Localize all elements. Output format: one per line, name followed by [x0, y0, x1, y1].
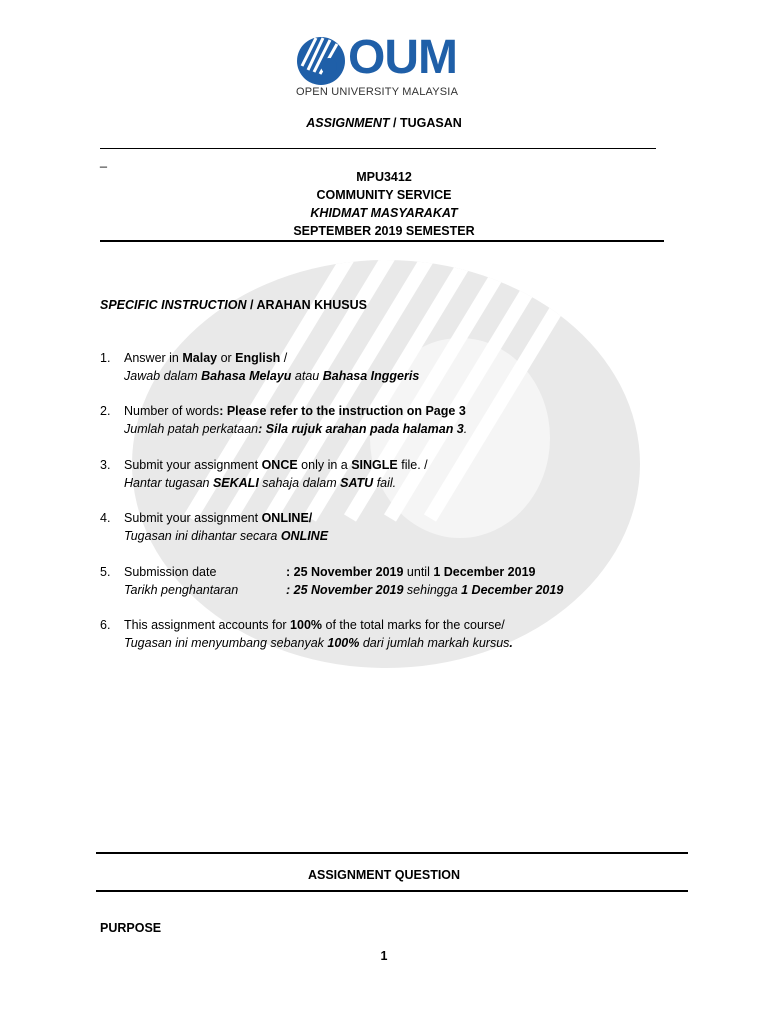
text-run: only in a [297, 458, 352, 472]
text-run: ONCE [261, 458, 298, 472]
text-run: sahaja dalam [258, 476, 341, 490]
text-run: Malay [182, 351, 218, 365]
text-run: ONLINE [280, 529, 329, 543]
text-run: Jawab dalam [124, 369, 202, 383]
oum-globe-icon [296, 36, 346, 86]
text-run: This assignment accounts for [124, 618, 291, 632]
item-text-ms [124, 474, 396, 492]
divider [100, 148, 656, 149]
oum-logo [296, 31, 476, 102]
course-name-ms: KHIDMAT MASYARAKAT [310, 206, 458, 220]
text-run: SINGLE [351, 458, 398, 472]
text-run: SEKALI [212, 476, 259, 490]
text-run: Submit your assignment [124, 511, 262, 525]
underscore-mark: _ [100, 154, 107, 168]
text-run: : Sila rujuk arahan pada halaman 3 [258, 422, 464, 436]
item-text-en [124, 349, 287, 367]
item-text-ms [124, 527, 328, 545]
text-run: of the total marks for the course/ [322, 618, 505, 632]
text-run: Bahasa Inggeris [322, 369, 420, 383]
text-run: Tugasan ini menyumbang sebanyak [124, 636, 328, 650]
text-run: dari jumlah markah kursus [359, 636, 510, 650]
item-text-en [124, 456, 428, 474]
submission-label-en: Submission date [124, 565, 217, 579]
text-run: . [463, 422, 468, 436]
submission-value-ms [286, 581, 563, 599]
text-run: : 25 November 2019 [286, 583, 404, 597]
text-run: atau [291, 369, 323, 383]
text-run: Number of words [124, 404, 220, 418]
item-text-ms [124, 420, 467, 438]
text-run: / [280, 351, 288, 365]
text-run: Answer in [124, 351, 183, 365]
text-run: Hantar tugasan [124, 476, 213, 490]
text-run: English [235, 351, 281, 365]
item-text-ms [124, 634, 513, 652]
text-run: Jumlah patah perkataan [124, 422, 259, 436]
oum-wordmark: OUM [348, 31, 457, 84]
purpose-heading: PURPOSE [100, 921, 162, 935]
text-run: until [403, 565, 434, 579]
semester: SEPTEMBER 2019 SEMESTER [293, 224, 475, 238]
text-run: fail. [373, 476, 397, 490]
text-run: Submit your assignment [124, 458, 262, 472]
text-run: ONLINE/ [261, 511, 313, 525]
text-run: sehingga [403, 583, 462, 597]
text-run: 100% [290, 618, 323, 632]
text-run: : Please refer to the instruction on Page 3 [219, 404, 466, 418]
text-run: or [217, 351, 236, 365]
submission-value-en [286, 563, 535, 581]
text-run: Tugasan ini dihantar secara [124, 529, 281, 543]
divider [96, 890, 688, 892]
submission-label-ms: Tarikh penghantaran [124, 583, 239, 597]
text-run: : 25 November 2019 [286, 565, 404, 579]
page-number: 1 [380, 949, 388, 963]
text-run: file. / [397, 458, 428, 472]
item-text-ms [124, 367, 419, 385]
instruction-title: SPECIFIC INSTRUCTION / ARAHAN KHUSUS [100, 298, 367, 312]
university-name: OPEN UNIVERSITY MALAYSIA [296, 86, 459, 98]
assignment-question-heading: ASSIGNMENT QUESTION [307, 868, 461, 882]
text-run: SATU [340, 476, 374, 490]
text-run: 1 December 2019 [433, 565, 536, 579]
course-name-en: COMMUNITY SERVICE [316, 188, 452, 202]
text-run: . [509, 636, 513, 650]
item-text-en [124, 616, 505, 634]
assignment-heading: ASSIGNMENT / TUGASAN [306, 116, 462, 130]
divider [100, 240, 664, 242]
text-run: 100% [327, 636, 360, 650]
divider [96, 852, 688, 854]
assignment-en: ASSIGNMENT [306, 116, 390, 130]
item-text-en [124, 509, 312, 527]
text-run: Bahasa Melayu [201, 369, 292, 383]
text-run: 1 December 2019 [461, 583, 564, 597]
item-text-en [124, 402, 466, 420]
course-code: MPU3412 [356, 170, 412, 184]
assignment-ms: TUGASAN [399, 116, 462, 130]
